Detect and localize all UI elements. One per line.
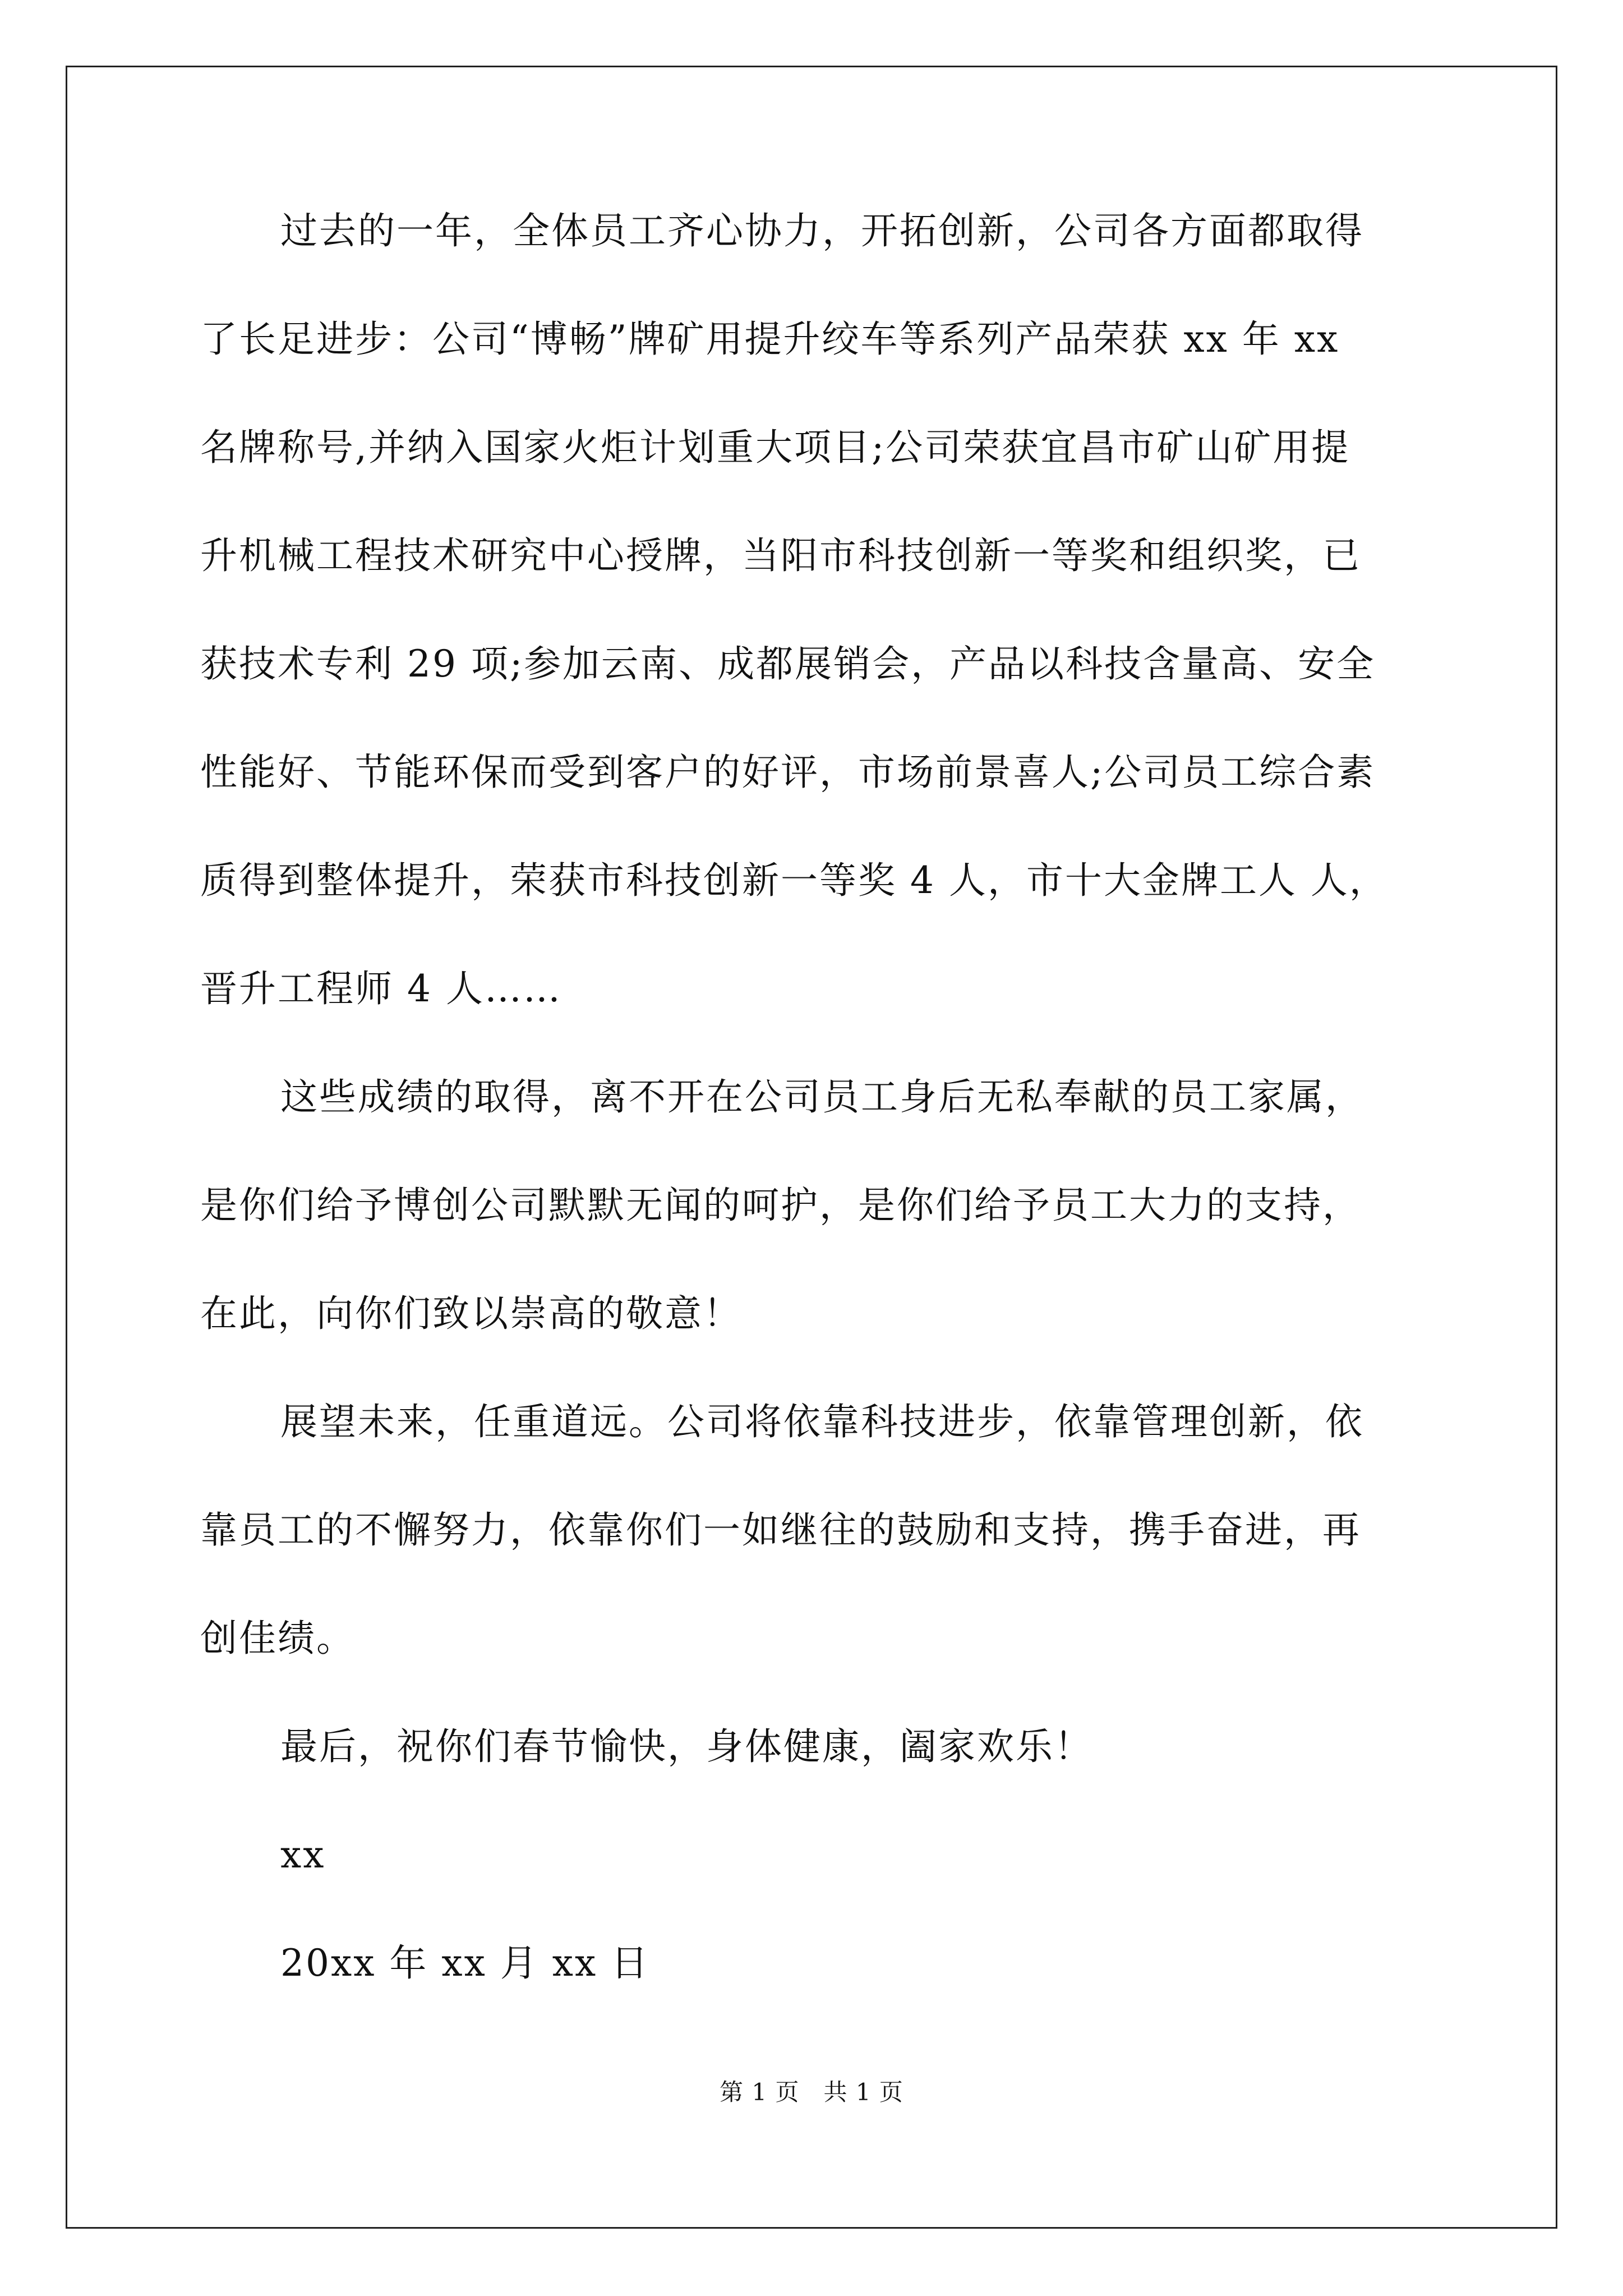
paragraph-1-line-6: 性能好、节能环保而受到客户的好评，市场前景喜人;公司员工综合素	[200, 751, 1376, 794]
paragraph-1-line-3: 名牌称号,并纳入国家火炬计划重大项目;公司荣获宜昌市矿山矿用提	[200, 426, 1350, 469]
paragraph-1-line-1: 过去的一年，全体员工齐心协力，开拓创新，公司各方面都取得	[280, 209, 1364, 252]
paragraph-1-line-8: 晋升工程师 4 人……	[200, 967, 562, 1010]
signature: xx	[280, 1833, 326, 1876]
paragraph-3-line-3: 创佳绩。	[200, 1617, 355, 1660]
paragraph-1-line-4: 升机械工程技术研究中心授牌，当阳市科技创新一等奖和组织奖，已	[200, 534, 1361, 577]
paragraph-2-line-2: 是你们给予博创公司默默无闻的呵护，是你们给予员工大力的支持，	[200, 1184, 1361, 1227]
paragraph-2-line-1: 这些成绩的取得，离不开在公司员工身后无私奉献的员工家属，	[280, 1075, 1364, 1119]
paragraph-3-line-2: 靠员工的不懈努力，依靠你们一如继往的鼓励和支持，携手奋进，再	[200, 1508, 1361, 1552]
paragraph-1-line-5: 获技术专利 29 项;参加云南、成都展销会，产品以科技含量高、安全	[200, 642, 1376, 685]
paragraph-4-line-1: 最后，祝你们春节愉快，身体健康，阖家欢乐！	[280, 1725, 1093, 1768]
paragraph-1-line-2: 了长足进步：公司“博畅”牌矿用提升绞车等系列产品荣获 xx 年 xx	[200, 318, 1340, 361]
page-border	[66, 66, 1557, 2229]
paragraph-3-line-1: 展望未来，任重道远。公司将依靠科技进步，依靠管理创新，依	[280, 1400, 1364, 1443]
page-number-footer: 第 1 页 共 1 页	[720, 2078, 903, 2106]
paragraph-1-line-7: 质得到整体提升，荣获市科技创新一等奖 4 人，市十大金牌工人 人，	[200, 859, 1388, 902]
paragraph-2-line-3: 在此，向你们致以崇高的敬意！	[200, 1292, 742, 1335]
date: 20xx 年 xx 月 xx 日	[280, 1941, 650, 1985]
